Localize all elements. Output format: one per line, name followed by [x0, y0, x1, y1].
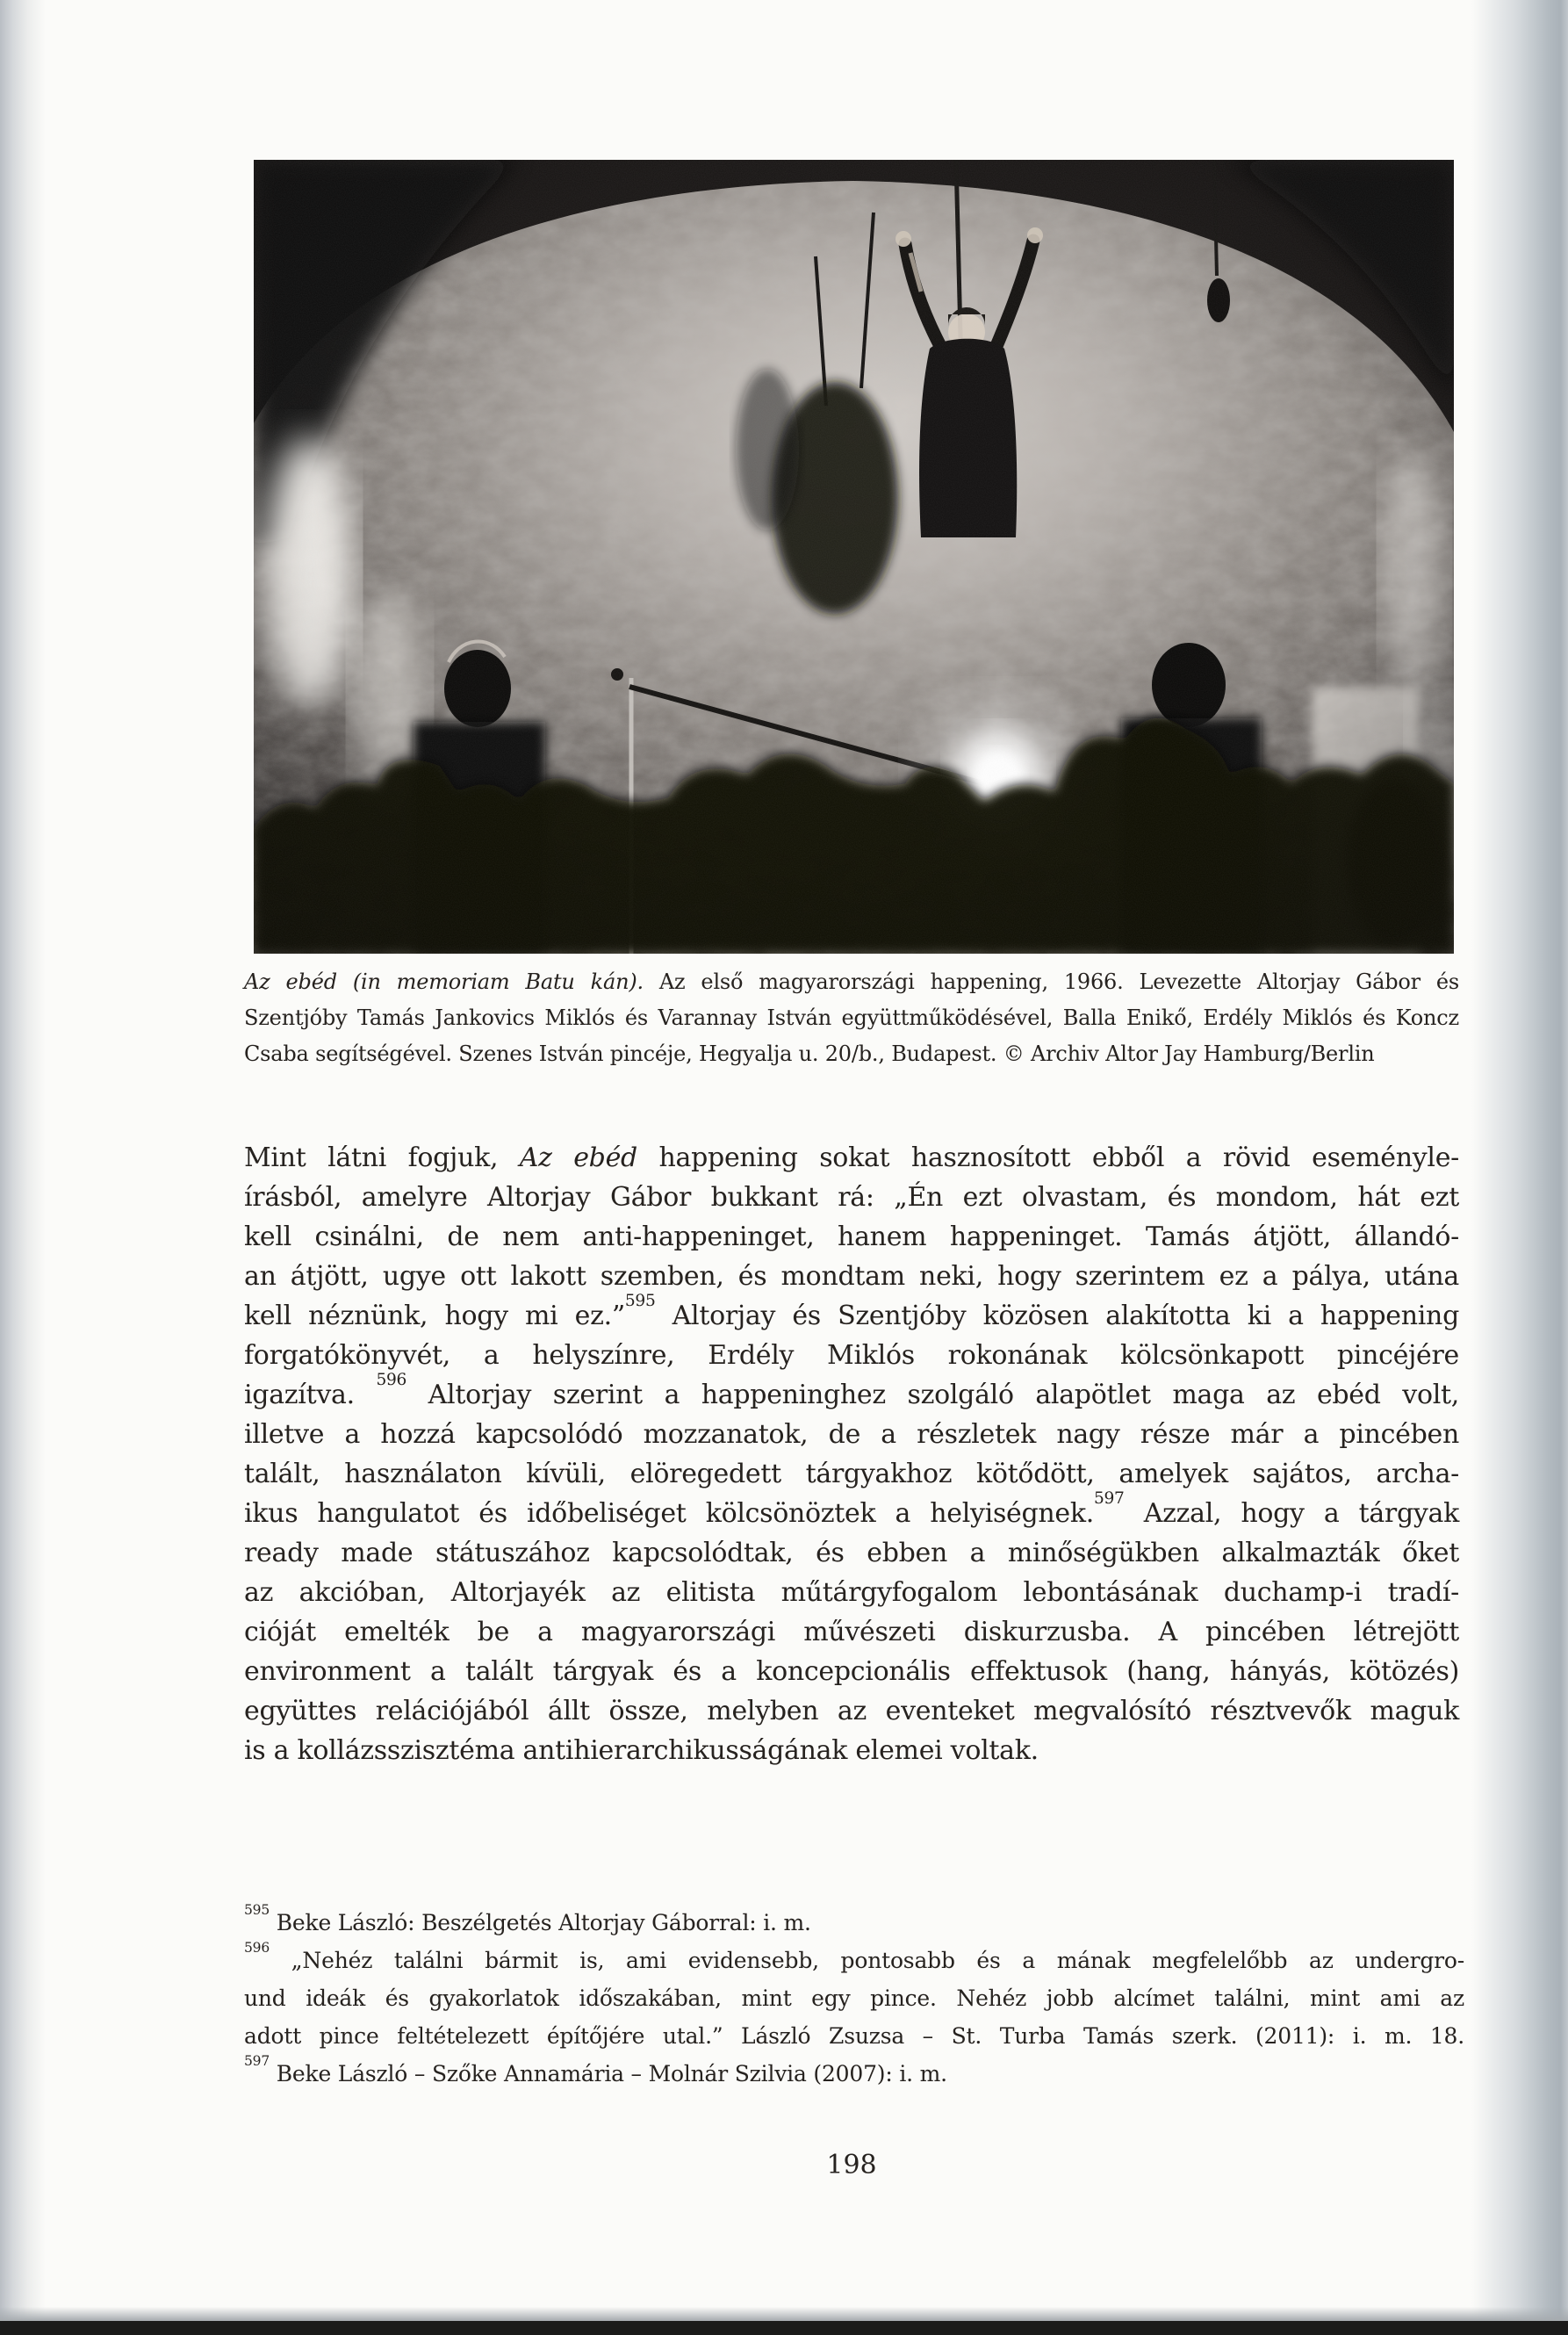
footnote-line: adott pince feltételezett építőjére utal.” László Zsuzsa – St. Turba Tamás szerk. (2011): i. m. 18. — [244, 2023, 1464, 2049]
footnote-line: $^{596}$ „Nehéz találni bármit is, ami evidensebb, pontosabb és a mának megfelelőbb az undergro- — [244, 1940, 1464, 1973]
footnotes — [244, 1904, 1464, 2093]
body-line: az akcióban, Altorjayék az elitista műtárgyfogalom lebontásának duchamp-i tradí- — [244, 1577, 1459, 1608]
footnote-line: $^{597}$ Beke László – Szőke Annamária – Molnár Szilvia (2007): i. m. — [244, 2053, 947, 2086]
body-line: forgatókönyvét, a helyszínre, Erdély Miklós rokonának kölcsönkapott pincéjére — [244, 1340, 1459, 1371]
scan-edge-right — [1471, 0, 1568, 2335]
body-line: kell néznünk, hogy mi ez.”$^{595}$ Altorjay és Szentjóby közösen alakította ki a happening — [244, 1291, 1459, 1331]
scan-edge-bottom-shadow — [0, 2307, 1568, 2321]
body-line: an átjött, ugye ott lakott szemben, és mondtam neki, hogy szerintem ez a pálya, utána — [244, 1261, 1459, 1292]
page-number: 198 — [826, 2150, 877, 2180]
scan-edge-bottom — [0, 2321, 1568, 2335]
body-line: illetve a hozzá kapcsolódó mozzanatok, de a részletek nagy része már a pincében — [244, 1419, 1459, 1450]
scan-edge-left — [0, 0, 46, 2335]
body-line: írásból, amelyre Altorjay Gábor bukkant rá: „Én ezt olvastam, és mondom, hát ezt — [244, 1182, 1459, 1213]
happening-photo — [254, 160, 1454, 954]
footnote-line: $^{595}$ Beke László: Beszélgetés Altorjay Gáborral: i. m. — [244, 1902, 811, 1935]
body-line: együttes relációjából állt össze, melyben az eventeket megvalósító résztvevők maguk — [244, 1696, 1459, 1726]
happening-photo-art — [254, 160, 1454, 954]
footnote-line: und ideák és gyakorlatok időszakában, mint egy pince. Nehéz jobb alcímet találni, mint ami az — [244, 1985, 1464, 2011]
body-line: is a kollázsszisztéma antihierarchikusságának elemei voltak. — [244, 1735, 1039, 1766]
body-line: talált, használaton kívüli, elöregedett tárgyakhoz kötődött, amelyek sajátos, archa- — [244, 1459, 1459, 1489]
photo-caption — [244, 964, 1459, 1072]
body-line: cióját emelték be a magyarországi művészeti diskurzusba. A pincében létrejött — [244, 1617, 1459, 1647]
body-line: ready made státuszához kapcsolódtak, és ebben a minőségükben alkalmazták őket — [244, 1538, 1459, 1568]
body-line: environment a talált tárgyak és a koncepcionális effektusok (hang, hányás, kötözés) — [244, 1656, 1459, 1687]
caption-line: Szentjóby Tamás Jankovics Miklós és Varannay István együttműködésével, Balla Enikő, Erdély Miklós és Koncz — [244, 1005, 1459, 1030]
caption-line: Csaba segítségével. Szenes István pincéje, Hegyalja u. 20/b., Budapest. © Archiv Altor Jay Hamburg/Berlin — [244, 1041, 1375, 1066]
body-line: ikus hangulatot és időbeliséget kölcsönöztek a helyiségnek.$^{597}$ Azzal, hogy a tárgyak — [244, 1488, 1459, 1529]
body-line: Mint látni fogjuk, Az ebéd happening sokat hasznosított ebből a rövid eseményle- — [244, 1142, 1459, 1173]
caption-line: Az ebéd (in memoriam Batu kán). Az első magyarországi happening, 1966. Levezette Altorjay Gábor és — [244, 969, 1459, 994]
body-paragraph — [244, 1138, 1459, 1770]
body-line: igazítva. $^{596}$ Altorjay szerint a happeninghez szolgáló alapötlet maga az ebéd volt, — [244, 1370, 1459, 1410]
body-line: kell csinálni, de nem anti-happeninget, hanem happeninget. Tamás átjött, állandó- — [244, 1222, 1459, 1252]
